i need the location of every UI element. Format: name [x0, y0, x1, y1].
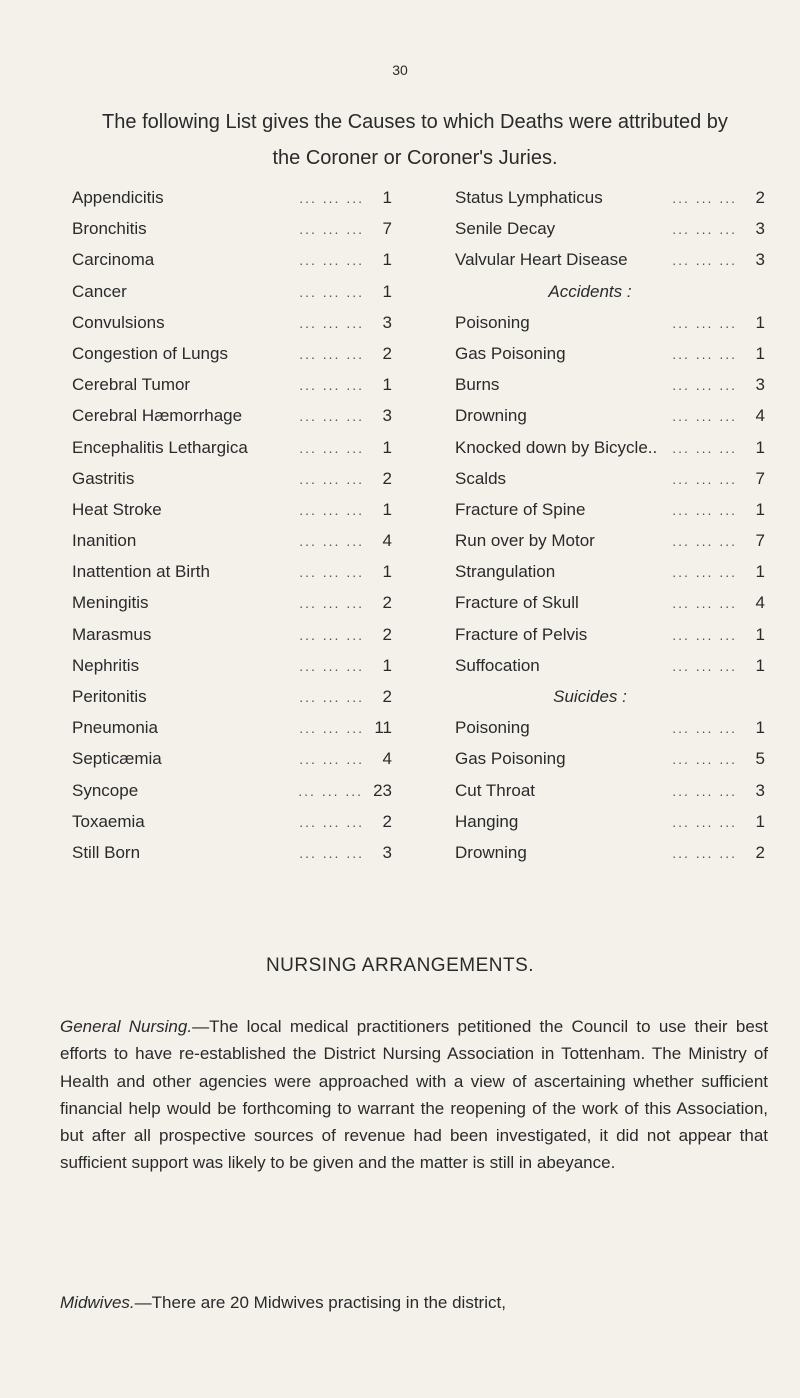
cause-name: Pneumonia [72, 718, 159, 738]
cause-row [455, 244, 765, 275]
dot-leader: ... ... ... [672, 190, 737, 206]
cause-name: Encephalitis Lethargica [72, 437, 248, 457]
cause-row [455, 806, 765, 837]
cause-row [72, 213, 392, 244]
death-count: 3 [382, 842, 392, 862]
dot-leader: ... ... ... [299, 626, 364, 643]
dot-leader: ... ... ... [299, 377, 364, 394]
cause-row [455, 400, 765, 431]
dot-leader: ... ... ... [299, 533, 364, 550]
cause-name: Burns [455, 375, 500, 395]
death-count: 5 [755, 749, 765, 769]
death-count: 1 [382, 188, 392, 207]
cause-row [72, 650, 392, 681]
dot-leader: ... ... ... [299, 439, 364, 456]
death-count: 1 [755, 499, 765, 519]
cause-name: Cerebral Tumor [72, 375, 191, 395]
cause-row [455, 338, 765, 369]
cause-name: Gastritis [72, 468, 135, 488]
death-count: 1 [382, 562, 392, 582]
death-count: 3 [382, 312, 392, 332]
midwives-text: —There are 20 Midwives practising in the district, [134, 1293, 506, 1312]
death-count: 3 [755, 375, 765, 395]
cause-row [72, 432, 392, 463]
causes-left-column [72, 182, 392, 868]
dot-leader: ... ... ... [672, 470, 737, 487]
death-count: 23 [373, 780, 392, 800]
dot-leader: ... ... ... [299, 408, 364, 425]
cause-row [72, 619, 392, 650]
death-count: 3 [755, 219, 765, 239]
death-count: 1 [382, 375, 392, 395]
page-number: 30 [392, 62, 408, 78]
dot-leader: ... ... ... [672, 751, 737, 768]
dot-leader: ... ... ... [299, 813, 364, 830]
cause-row [455, 213, 765, 244]
death-count: 1 [755, 343, 765, 363]
death-count: 1 [755, 655, 765, 675]
dot-leader: ... ... ... [672, 501, 737, 518]
cause-row [455, 432, 765, 463]
cause-name: Cerebral Hæmorrhage [72, 406, 243, 426]
cause-row [455, 307, 765, 338]
cause-name: Fracture of Pelvis [455, 624, 588, 644]
death-count: 2 [382, 811, 392, 831]
death-count: 1 [755, 437, 765, 457]
dot-leader: ... ... ... [299, 657, 364, 674]
cause-name: Convulsions [72, 312, 165, 332]
cause-name: Still Born [72, 842, 141, 862]
cause-name: Fracture of Spine [455, 499, 586, 519]
causes-right-column [455, 182, 765, 868]
general-nursing-label: General Nursing. [60, 1017, 193, 1036]
dot-leader: ... ... ... [299, 470, 364, 487]
cause-name: Cancer [72, 281, 127, 301]
cause-row [455, 837, 765, 868]
dot-leader: ... ... ... [672, 345, 737, 362]
cause-name: Gas Poisoning [455, 343, 566, 363]
cause-name: Inattention at Birth [72, 562, 210, 582]
cause-name: Carcinoma [72, 250, 155, 270]
cause-row [72, 806, 392, 837]
death-count: 1 [755, 718, 765, 738]
death-count: 1 [382, 655, 392, 675]
cause-name: Fracture of Skull [455, 593, 579, 613]
dot-leader: ... ... ... [299, 564, 364, 581]
cause-row [455, 743, 765, 774]
death-count: 4 [382, 749, 392, 769]
dot-leader: ... ... ... [298, 782, 364, 799]
cause-name: Inanition [72, 531, 137, 551]
death-count: 4 [382, 531, 392, 551]
cause-row [72, 307, 392, 338]
cause-name: Congestion of Lungs [72, 343, 228, 363]
general-nursing-text: —The local medical practitioners petitioned the Council to use their best efforts to have re-established the District Nursing Association in Tottenham. The Ministry of Health and other agencies were approached with a view of ascertaining whether sufficient financial help would be forthcoming to warrant the reopening of the work of this Association, but after all prospective sources of revenue had been investigated, it did not appear that sufficient support was likely to be given and the matter is still in abeyance. [60, 1017, 768, 1173]
cause-row [455, 619, 765, 650]
dot-leader: ... ... ... [299, 501, 364, 518]
death-count: 2 [382, 468, 392, 488]
cause-name: Drowning [455, 406, 527, 426]
cause-row [72, 775, 392, 806]
death-count: 1 [755, 811, 765, 831]
cause-row [455, 587, 765, 618]
cause-row [72, 556, 392, 587]
cause-row [455, 369, 765, 400]
cause-name: Suffocation [455, 655, 540, 675]
dot-leader: ... ... ... [672, 377, 737, 394]
midwives-paragraph [60, 1289, 768, 1316]
dot-leader: ... ... ... [672, 221, 737, 238]
death-count: 2 [382, 593, 392, 613]
cause-row [455, 182, 765, 213]
cause-row [72, 463, 392, 494]
dot-leader: ... ... ... [672, 813, 737, 830]
cause-row [72, 276, 392, 307]
cause-row [455, 556, 765, 587]
cause-row [455, 775, 765, 806]
cause-name: Bronchitis [72, 219, 147, 239]
cause-name: Septicæmia [72, 749, 162, 769]
death-count: 11 [374, 718, 392, 738]
list-heading: The following List gives the Causes to which Deaths were attributed by the Coroner or Coroner's Juries. [102, 111, 728, 169]
death-count: 1 [755, 312, 765, 332]
cause-name: Gas Poisoning [455, 749, 566, 769]
dot-leader: ... ... ... [672, 657, 737, 674]
death-count: 4 [755, 593, 765, 613]
dot-leader: ... ... ... [672, 782, 737, 799]
cause-name: Hanging [455, 811, 519, 831]
death-count: 2 [755, 188, 765, 207]
dot-leader: ... ... ... [672, 564, 737, 581]
death-count: 7 [755, 468, 765, 488]
death-count: 1 [755, 624, 765, 644]
cause-name: Syncope [72, 780, 139, 800]
dot-leader: ... ... ... [299, 314, 364, 331]
cause-name: Cut Throat [455, 780, 536, 800]
dot-leader: ... ... ... [672, 533, 737, 550]
death-count: 4 [755, 406, 765, 426]
dot-leader: ... ... ... [299, 221, 364, 238]
death-count: 7 [382, 219, 392, 239]
cause-row [72, 681, 392, 712]
cause-name: Senile Decay [455, 219, 556, 239]
cause-row [72, 743, 392, 774]
dot-leader: ... ... ... [299, 345, 364, 362]
dot-leader: ... ... ... [672, 626, 737, 643]
cause-row [72, 525, 392, 556]
dot-leader: ... ... ... [299, 751, 364, 768]
cause-name: Run over by Motor [455, 531, 595, 551]
dot-leader: ... ... ... [672, 252, 737, 269]
cause-row [72, 182, 392, 213]
cause-name: Nephritis [72, 655, 140, 675]
dot-leader: ... ... ... [299, 595, 364, 612]
cause-row [72, 837, 392, 868]
cause-row [72, 712, 392, 743]
cause-name: Peritonitis [72, 687, 147, 706]
death-count: 2 [382, 343, 392, 363]
nursing-section-title: NURSING ARRANGEMENTS. [265, 955, 535, 976]
cause-name: Poisoning [455, 718, 530, 738]
dot-leader: ... ... ... [299, 844, 364, 861]
dot-leader: ... ... ... [672, 720, 737, 737]
dot-leader: ... ... ... [299, 720, 364, 737]
death-count: 1 [382, 250, 392, 270]
cause-name: Toxaemia [72, 811, 145, 831]
cause-name: Meningitis [72, 593, 149, 613]
cause-row [455, 650, 765, 681]
cause-name: Marasmus [72, 624, 152, 644]
cause-row [72, 494, 392, 525]
death-count: 1 [382, 437, 392, 457]
cause-name: Heat Stroke [72, 499, 162, 519]
cause-row [455, 712, 765, 743]
cause-name: Status Lymphaticus [455, 188, 603, 207]
death-count: 2 [382, 687, 392, 706]
cause-row [72, 369, 392, 400]
cause-name: Knocked down by Bicycle.. [455, 437, 658, 457]
suicides-subheading: Suicides : [553, 687, 627, 706]
dot-leader: ... ... ... [672, 595, 737, 612]
death-count: 2 [755, 842, 765, 862]
dot-leader: ... ... ... [672, 844, 737, 861]
death-count: 3 [382, 406, 392, 426]
dot-leader: ... ... ... [299, 283, 364, 300]
dot-leader: ... ... ... [672, 439, 737, 456]
cause-name: Poisoning [455, 312, 530, 332]
dot-leader: ... ... ... [299, 252, 364, 269]
cause-name: Scalds [455, 468, 507, 488]
cause-name: Drowning [455, 842, 527, 862]
cause-row [455, 463, 765, 494]
death-count: 2 [382, 624, 392, 644]
dot-leader: ... ... ... [672, 314, 737, 331]
cause-row [72, 400, 392, 431]
death-count: 3 [755, 780, 765, 800]
cause-row [72, 244, 392, 275]
death-count: 1 [755, 562, 765, 582]
accidents-subheading: Accidents : [548, 281, 632, 301]
death-count: 1 [382, 281, 392, 301]
cause-name: Strangulation [455, 562, 556, 582]
death-count: 1 [382, 499, 392, 519]
cause-name: Valvular Heart Disease [455, 250, 628, 270]
general-nursing-paragraph [60, 1013, 768, 1177]
dot-leader: ... ... ... [672, 408, 737, 425]
cause-name: Appendicitis [72, 188, 164, 207]
cause-row [455, 494, 765, 525]
cause-row [455, 525, 765, 556]
cause-row [72, 338, 392, 369]
dot-leader: ... ... ... [299, 689, 364, 705]
midwives-label: Midwives. [60, 1293, 135, 1312]
cause-row [72, 587, 392, 618]
death-count: 7 [755, 531, 765, 551]
death-count: 3 [755, 250, 765, 270]
dot-leader: ... ... ... [299, 190, 364, 206]
